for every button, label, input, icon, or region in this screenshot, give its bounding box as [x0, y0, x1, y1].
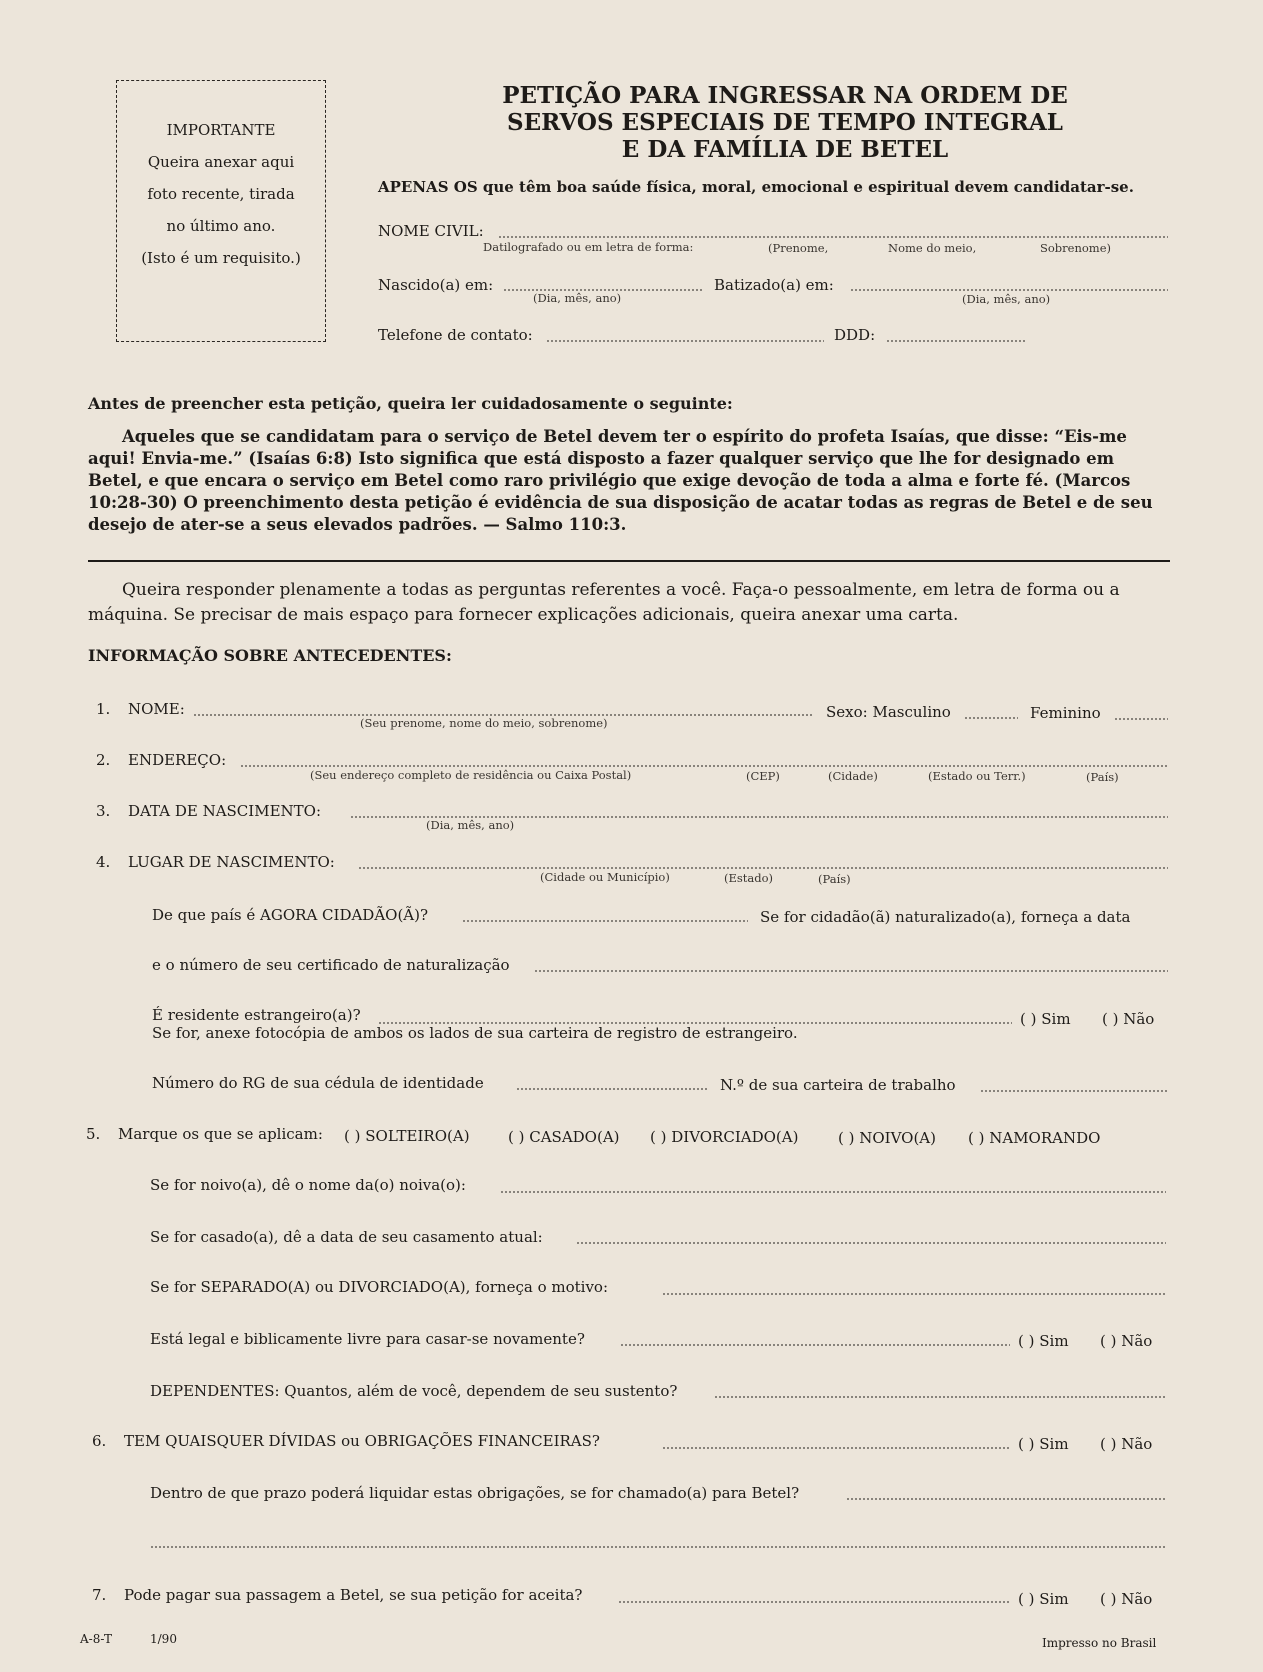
naturalizado-label: Se for cidadão(ã) naturalizado(a), forneça a data	[760, 908, 1131, 926]
nascido-hint: (Dia, mês, ano)	[533, 291, 622, 305]
photo-box-line: no último ano.	[166, 217, 276, 235]
form-code: A-8-T	[80, 1632, 112, 1646]
photo-box-heading: IMPORTANTE	[166, 121, 276, 139]
photo-placeholder-box[interactable]	[116, 80, 326, 342]
nome-civil-hint: Sobrenome)	[1040, 241, 1111, 255]
divider	[88, 560, 1170, 562]
title-line: E DA FAMÍLIA DE BETEL	[621, 136, 949, 163]
telefone-field[interactable]	[546, 340, 824, 342]
title-line: SERVOS ESPECIAIS DE TEMPO INTEGRAL	[507, 109, 1063, 136]
photo-box-line: foto recente, tirada	[147, 185, 295, 203]
rg-label: Número do RG de sua cédula de identidade	[152, 1074, 484, 1092]
endereco-hint: (Estado ou Terr.)	[928, 769, 1026, 783]
rg-field[interactable]	[516, 1088, 708, 1090]
residente-label: É residente estrangeiro(a)?	[152, 1006, 361, 1024]
instructions-paragraph: Queira responder plenamente a todas as perguntas referentes a você. Faça-o pessoalmente, em letra de forma ou a máquina. Se precisar de mais espaço para fornecer explicações adicionais, queira anexar uma carta.	[88, 580, 1120, 625]
casado-checkbox[interactable]: ( ) CASADO(A)	[508, 1128, 620, 1146]
passagem-field[interactable]	[618, 1601, 1010, 1603]
dividas-nao-checkbox[interactable]: ( ) Não	[1100, 1435, 1153, 1453]
noivo-checkbox[interactable]: ( ) NOIVO(A)	[838, 1129, 936, 1147]
data-nascimento-hint: (Dia, mês, ano)	[426, 818, 515, 832]
noivo-label: Se for noivo(a), dê o nome da(o) noiva(o):	[150, 1176, 466, 1194]
livre-label: Está legal e biblicamente livre para casar-se novamente?	[150, 1330, 585, 1348]
lugar-nascimento-hint: (País)	[818, 872, 851, 886]
question-number: 4.	[96, 853, 111, 871]
prazo-label: Dentro de que prazo poderá liquidar estas obrigações, se for chamado(a) para Betel?	[150, 1484, 800, 1502]
livre-sim-checkbox[interactable]: ( ) Sim	[1018, 1332, 1069, 1350]
nome-hint: (Seu prenome, nome do meio, sobrenome)	[360, 716, 608, 730]
printed-in: Impresso no Brasil	[1042, 1636, 1157, 1650]
title-line: PETIÇÃO PARA INGRESSAR NA ORDEM DE	[502, 82, 1068, 109]
intro-paragraph: Aqueles que se candidatam para o serviço de Betel devem ter o espírito do profeta Isaías, que disse: “Eis-me aqui! Envia-me.” (Isaías 6:8) Isto significa que está disposto a fazer qualquer serviço que lhe for designado em Betel, e que encara o serviço em Betel como raro privilégio que exige devoção de toda a alma e forte fé. (Marcos 10:28-30) O preenchimento desta petição é evidência de sua disposição de acatar todas as regras de Betel e de seu desejo de ater-se a seus elevados padrões. — Salmo 110:3.	[88, 427, 1153, 534]
data-nascimento-label: DATA DE NASCIMENTO:	[128, 802, 321, 820]
endereco-hint: (CEP)	[746, 769, 780, 783]
form-date: 1/90	[150, 1632, 177, 1646]
livre-field[interactable]	[620, 1344, 1010, 1346]
feminino-field[interactable]	[1114, 718, 1168, 720]
endereco-hint: (Seu endereço completo de residência ou Caixa Postal)	[310, 768, 632, 782]
question-number: 2.	[96, 751, 111, 769]
batizado-label: Batizado(a) em:	[714, 276, 834, 294]
lugar-nascimento-label: LUGAR DE NASCIMENTO:	[128, 853, 335, 871]
solteiro-checkbox[interactable]: ( ) SOLTEIRO(A)	[344, 1127, 470, 1145]
passagem-nao-checkbox[interactable]: ( ) Não	[1100, 1590, 1153, 1608]
residente-nao-checkbox[interactable]: ( ) Não	[1102, 1010, 1155, 1028]
question-number: 3.	[96, 802, 111, 820]
lugar-nascimento-hint: (Estado)	[724, 871, 774, 885]
livre-nao-checkbox[interactable]: ( ) Não	[1100, 1332, 1153, 1350]
carteira-label: N.º de sua carteira de trabalho	[720, 1076, 956, 1094]
question-number: 1.	[96, 700, 111, 718]
dependentes-label: DEPENDENTES: Quantos, além de você, dependem de seu sustento?	[150, 1382, 678, 1400]
noivo-field[interactable]	[500, 1191, 1166, 1193]
photo-box-line: Queira anexar aqui	[147, 153, 295, 171]
ddd-label: DDD:	[834, 326, 876, 344]
casado-field[interactable]	[576, 1242, 1166, 1244]
dependentes-field[interactable]	[714, 1396, 1166, 1398]
batizado-hint: (Dia, mês, ano)	[962, 292, 1051, 306]
nome-civil-label: NOME CIVIL:	[378, 222, 484, 240]
ddd-field[interactable]	[886, 340, 1026, 342]
cidadao-field[interactable]	[462, 920, 748, 922]
passagem-label: Pode pagar sua passagem a Betel, se sua petição for aceita?	[124, 1586, 583, 1604]
separado-label: Se for SEPARADO(A) ou DIVORCIADO(A), forneça o motivo:	[150, 1278, 609, 1296]
prazo-field-continued[interactable]	[150, 1546, 1166, 1548]
intro-heading: Antes de preencher esta petição, queira ler cuidadosamente o seguinte:	[88, 394, 733, 413]
certificado-field[interactable]	[534, 970, 1168, 972]
photo-box-line: (Isto é um requisito.)	[141, 249, 301, 267]
nome-civil-field[interactable]	[498, 236, 1168, 238]
separado-field[interactable]	[662, 1293, 1166, 1295]
sexo-masculino-label: Sexo: Masculino	[826, 703, 951, 721]
section-heading: INFORMAÇÃO SOBRE ANTECEDENTES:	[88, 646, 452, 665]
question-number: 7.	[92, 1586, 107, 1604]
namorando-checkbox[interactable]: ( ) NAMORANDO	[968, 1129, 1101, 1147]
lugar-nascimento-field[interactable]	[358, 867, 1168, 869]
eligibility-notice: APENAS OS que têm boa saúde física, moral, emocional e espiritual devem candidatar-se.	[378, 178, 1134, 196]
question-number: 5.	[86, 1125, 101, 1143]
nome-civil-hint: Nome do meio,	[888, 241, 977, 255]
lugar-nascimento-hint: (Cidade ou Município)	[540, 870, 670, 884]
batizado-field[interactable]	[850, 289, 1168, 291]
carteira-field[interactable]	[980, 1090, 1168, 1092]
dividas-field[interactable]	[662, 1447, 1010, 1449]
masculino-field[interactable]	[964, 717, 1018, 719]
nome-civil-hint: (Prenome,	[768, 241, 829, 255]
casado-label: Se for casado(a), dê a data de seu casamento atual:	[150, 1228, 543, 1246]
endereco-hint: (País)	[1086, 770, 1119, 784]
feminino-label: Feminino	[1030, 704, 1101, 722]
cidadao-label: De que país é AGORA CIDADÃO(Ã)?	[152, 906, 429, 924]
residente-note: Se for, anexe fotocópia de ambos os lados de sua carteira de registro de estrangeiro.	[152, 1024, 798, 1042]
divorciado-checkbox[interactable]: ( ) DIVORCIADO(A)	[650, 1128, 799, 1146]
endereco-hint: (Cidade)	[828, 769, 878, 783]
endereco-label: ENDEREÇO:	[128, 751, 227, 769]
nome-label: NOME:	[128, 700, 185, 718]
estado-civil-label: Marque os que se aplicam:	[118, 1125, 323, 1143]
telefone-label: Telefone de contato:	[378, 326, 533, 344]
question-number: 6.	[92, 1432, 107, 1450]
dividas-label: TEM QUAISQUER DÍVIDAS ou OBRIGAÇÕES FINANCEIRAS?	[124, 1432, 600, 1450]
certificado-label: e o número de seu certificado de naturalização	[152, 956, 510, 974]
nome-civil-hint: Datilografado ou em letra de forma:	[483, 240, 694, 254]
passagem-sim-checkbox[interactable]: ( ) Sim	[1018, 1590, 1069, 1608]
nascido-label: Nascido(a) em:	[378, 276, 494, 294]
endereco-field[interactable]	[240, 765, 1168, 767]
dividas-sim-checkbox[interactable]: ( ) Sim	[1018, 1435, 1069, 1453]
residente-sim-checkbox[interactable]: ( ) Sim	[1020, 1010, 1071, 1028]
form-title	[390, 82, 1180, 163]
prazo-field[interactable]	[846, 1498, 1166, 1500]
